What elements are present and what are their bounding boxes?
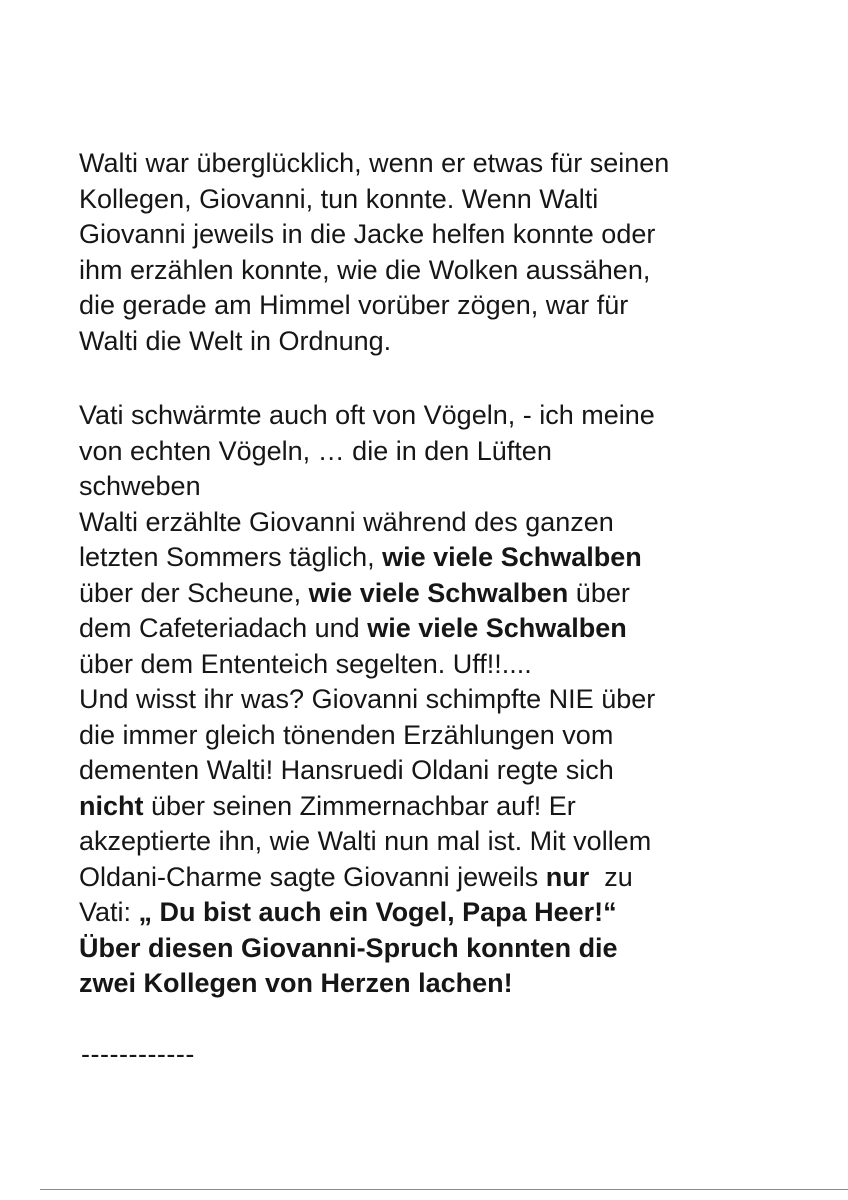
text-run: über dem Ententeich segelten. Uff!!.... <box>79 648 532 679</box>
page-bottom-rule <box>40 1189 848 1190</box>
text-line <box>79 931 779 967</box>
text-run: Und wisst ihr was? Giovanni schimpfte NIE über <box>79 684 656 714</box>
text-run: letzten Sommers täglich, <box>79 542 383 572</box>
text-line <box>79 505 779 541</box>
text-run: Vati schwärmte auch oft von Vögeln, - ich meine <box>79 400 655 430</box>
text-run: Oldani-Charme sagte Giovanni jeweils <box>79 861 546 892</box>
text-run: schweben <box>79 471 201 501</box>
text-line <box>79 469 779 505</box>
text-line: Walti war überglücklich, wenn er etwas für seinen <box>79 148 670 178</box>
text-run: akzeptierte ihn, wie Walti nun mal ist. Mit vollem <box>79 826 652 856</box>
paragraph-voegel-schwalben <box>79 398 779 1002</box>
text-line <box>79 789 779 825</box>
text-line <box>79 753 779 789</box>
text-run: dementen Walti! Hansruedi Oldani regte sich <box>79 755 614 785</box>
text-line: die gerade am Himmel vorüber zögen, war für <box>79 290 629 320</box>
text-line <box>79 576 779 612</box>
text-line <box>79 398 779 434</box>
text-run: über <box>568 577 630 608</box>
bold-text-run: wie viele Schwalben <box>308 577 569 608</box>
bold-text-run: zwei Kollegen von Herzen lachen! <box>79 968 513 998</box>
text-line <box>79 895 779 931</box>
text-run: dem Cafeteriadach und <box>79 613 368 643</box>
text-run: über seinen Zimmernachbar auf! Er <box>143 790 576 821</box>
text-line <box>79 682 779 718</box>
text-line <box>79 434 779 470</box>
text-line <box>79 540 779 576</box>
text-run: die immer gleich tönenden Erzählungen vom <box>79 719 614 750</box>
bold-quote: „ Du bist auch ein Vogel, Papa Heer!“ <box>138 897 617 927</box>
text-run: über der Scheune, <box>79 577 309 608</box>
text-run: Walti erzählte Giovanni während des ganzen <box>79 506 614 537</box>
text-line <box>79 647 779 683</box>
text-line: ihm erzählen konnte, wie die Wolken aussähen, <box>79 254 651 285</box>
text-line: Walti die Welt in Ordnung. <box>79 325 392 356</box>
text-line <box>79 718 779 754</box>
text-line <box>79 611 779 647</box>
bold-text-run: nur <box>545 861 590 892</box>
text-line: Giovanni jeweils in die Jacke helfen konnte oder <box>79 219 656 249</box>
dashed-separator: ------------ <box>81 1039 195 1069</box>
bold-text-run: Über diesen Giovanni-Spruch konnten die <box>79 932 618 963</box>
text-run: Vati: <box>79 897 139 927</box>
text-line <box>79 824 779 860</box>
text-line: Kollegen, Giovanni, tun konnte. Wenn Walti <box>79 183 599 214</box>
bold-text-run: nicht <box>79 790 144 821</box>
bold-text-run: wie viele Schwalben <box>382 542 642 572</box>
text-run: zu <box>589 861 633 892</box>
bold-text-run: wie viele Schwalben <box>367 613 627 643</box>
text-line <box>79 860 779 896</box>
paragraph-walti-giovanni <box>79 146 779 359</box>
text-run: von echten Vögeln, … die in den Lüften <box>79 435 552 466</box>
text-line <box>79 966 779 1002</box>
